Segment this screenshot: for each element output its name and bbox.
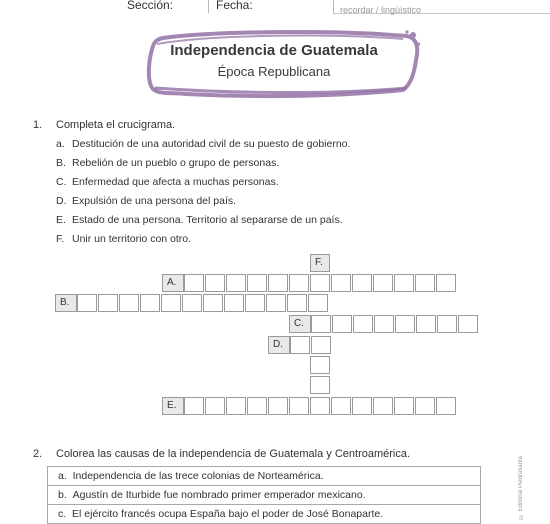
crossword-cell-f[interactable] bbox=[310, 376, 330, 394]
clue-text: Unir un territorio con otro. bbox=[72, 233, 192, 245]
clue-letter: a. bbox=[56, 138, 65, 150]
clue-text: Enfermedad que afecta a muchas personas. bbox=[72, 176, 279, 188]
seccion-label: Sección: bbox=[127, 0, 174, 12]
crossword-cell-a[interactable] bbox=[436, 274, 456, 292]
option-letter: c. bbox=[58, 508, 67, 520]
clue-text: Expulsión de una persona del país. bbox=[72, 195, 237, 207]
crossword-cell-d[interactable] bbox=[290, 336, 310, 354]
crossword-label-a: A. bbox=[162, 274, 184, 292]
crossword-cell-b[interactable] bbox=[98, 294, 118, 312]
crossword-cell-a[interactable] bbox=[247, 274, 267, 292]
crossword-cell-e[interactable] bbox=[436, 397, 456, 415]
crossword-cell-a[interactable] bbox=[310, 274, 330, 292]
crossword-cell-b[interactable] bbox=[161, 294, 181, 312]
crossword-cell-e[interactable] bbox=[415, 397, 435, 415]
crossword-cell-d[interactable] bbox=[311, 336, 331, 354]
clue-text: Destitución de una autoridad civil de su puesto de gobierno. bbox=[72, 138, 351, 150]
crossword-cell-a[interactable] bbox=[268, 274, 288, 292]
crossword-cell-a[interactable] bbox=[226, 274, 246, 292]
crossword-cell-b[interactable] bbox=[119, 294, 139, 312]
option-text: Independencia de las trece colonias de Norteamérica. bbox=[72, 470, 324, 482]
crossword-label-e: E. bbox=[162, 397, 184, 415]
option-letter: a. bbox=[58, 470, 67, 482]
page-title: Independencia de Guatemala bbox=[170, 42, 378, 59]
clue-letter: D. bbox=[56, 195, 67, 207]
skill-text: recordar / lingüístico bbox=[340, 5, 422, 15]
crossword-cell-e[interactable] bbox=[205, 397, 225, 415]
clue-text: Rebelión de un pueblo o grupo de personas. bbox=[72, 157, 280, 169]
crossword-cell-c[interactable] bbox=[437, 315, 457, 333]
crossword-cell-b[interactable] bbox=[182, 294, 202, 312]
crossword-cell-e[interactable] bbox=[226, 397, 246, 415]
clue-text: Estado de una persona. Territorio al separarse de un país. bbox=[72, 214, 343, 226]
fecha-label: Fecha: bbox=[216, 0, 253, 12]
crossword-cell-f[interactable] bbox=[310, 356, 330, 374]
crossword-cell-c[interactable] bbox=[458, 315, 478, 333]
crossword-cell-e[interactable] bbox=[331, 397, 351, 415]
option-text: El ejército francés ocupa España bajo el poder de José Bonaparte. bbox=[72, 508, 384, 520]
clue-letter: B. bbox=[56, 157, 66, 169]
crossword-cell-c[interactable] bbox=[332, 315, 352, 333]
crossword-cell-b[interactable] bbox=[266, 294, 286, 312]
answer-option-b[interactable] bbox=[47, 485, 481, 505]
crossword-cell-b[interactable] bbox=[140, 294, 160, 312]
crossword-cell-b[interactable] bbox=[203, 294, 223, 312]
crossword-cell-e[interactable] bbox=[394, 397, 414, 415]
clue-letter: C. bbox=[56, 176, 67, 188]
crossword-cell-a[interactable] bbox=[373, 274, 393, 292]
crossword-label-b: B. bbox=[55, 294, 77, 312]
crossword-cell-c[interactable] bbox=[353, 315, 373, 333]
crossword-cell-a[interactable] bbox=[205, 274, 225, 292]
crossword-cell-e[interactable] bbox=[184, 397, 204, 415]
crossword-cell-a[interactable] bbox=[289, 274, 309, 292]
crossword-cell-c[interactable] bbox=[374, 315, 394, 333]
crossword-cell-e[interactable] bbox=[247, 397, 267, 415]
question-1-text: Completa el crucigrama. bbox=[56, 119, 176, 131]
question-2-text: Colorea las causas de la independencia de Guatemala y Centroamérica. bbox=[56, 448, 411, 460]
crossword-cell-a[interactable] bbox=[394, 274, 414, 292]
crossword-cell-c[interactable] bbox=[395, 315, 415, 333]
crossword-cell-e[interactable] bbox=[310, 397, 330, 415]
clue-letter: F. bbox=[56, 233, 65, 245]
crossword-label-c: C. bbox=[289, 315, 311, 333]
crossword-label-f: F. bbox=[310, 254, 330, 272]
crossword-cell-e[interactable] bbox=[268, 397, 288, 415]
crossword-label-d: D. bbox=[268, 336, 290, 354]
crossword-cell-e[interactable] bbox=[352, 397, 372, 415]
crossword-cell-a[interactable] bbox=[415, 274, 435, 292]
crossword-cell-b[interactable] bbox=[287, 294, 307, 312]
crossword-cell-a[interactable] bbox=[352, 274, 372, 292]
clue-letter: E. bbox=[56, 214, 66, 226]
page-subtitle: Época Republicana bbox=[217, 64, 331, 79]
question-2-number: 2. bbox=[33, 448, 43, 460]
crossword-cell-a[interactable] bbox=[184, 274, 204, 292]
question-1-number: 1. bbox=[33, 119, 43, 131]
crossword-cell-b[interactable] bbox=[308, 294, 328, 312]
publisher-credit: © Editorial Piedrasanta bbox=[518, 456, 524, 520]
answer-option-c[interactable] bbox=[47, 504, 481, 524]
crossword-cell-b[interactable] bbox=[77, 294, 97, 312]
crossword-cell-b[interactable] bbox=[224, 294, 244, 312]
option-letter: b. bbox=[58, 489, 67, 501]
crossword-cell-c[interactable] bbox=[311, 315, 331, 333]
crossword-cell-e[interactable] bbox=[289, 397, 309, 415]
option-text: Agustín de Iturbide fue nombrado primer emperador mexicano. bbox=[72, 489, 366, 501]
answer-option-a[interactable] bbox=[47, 466, 481, 486]
crossword-cell-c[interactable] bbox=[416, 315, 436, 333]
crossword-cell-a[interactable] bbox=[331, 274, 351, 292]
crossword-cell-e[interactable] bbox=[373, 397, 393, 415]
crossword-cell-b[interactable] bbox=[245, 294, 265, 312]
